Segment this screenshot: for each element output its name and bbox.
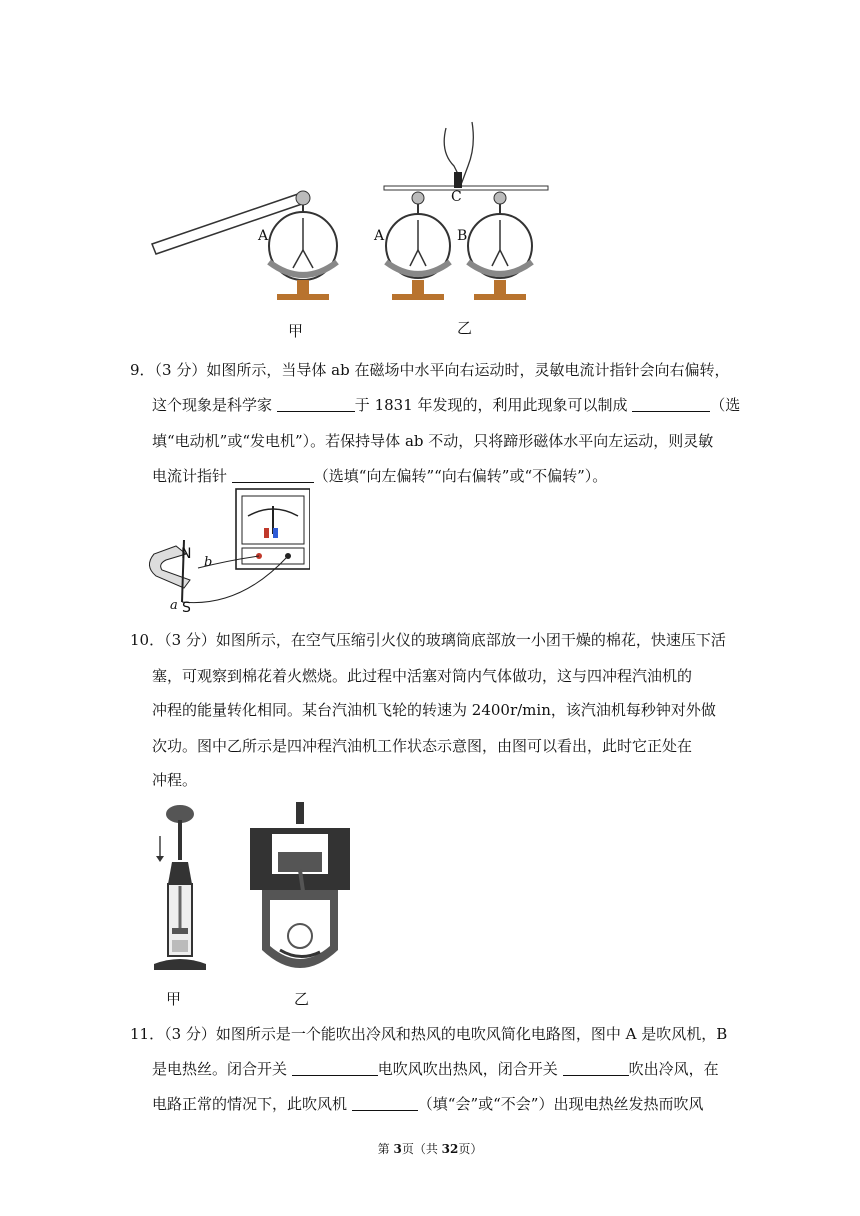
q10-score: （3 分） (164, 631, 216, 649)
q9-blank-scientist[interactable] (277, 395, 355, 412)
q10-line4 (152, 736, 692, 756)
q9-score: （3 分） (154, 361, 207, 379)
q10-line3 (152, 700, 716, 720)
q10-line5 (152, 770, 197, 790)
q10-text-2: 塞，可观察到棉花着火燃烧。此过程中活塞对筒内气体做功，这与四冲程汽油机的 (152, 667, 693, 685)
q9-line4 (152, 466, 607, 486)
fire-syringe-figure (146, 800, 206, 972)
label-B-yi: B (457, 228, 468, 244)
q9-text-4a: 电流计指针 (152, 467, 228, 485)
q9-line2 (152, 395, 740, 415)
q10-number: 10． (130, 631, 165, 649)
q10-text-4: 次功。图中乙所示是四冲程汽油机工作状态示意图，由图可以看出，此时它正处在 (152, 737, 693, 755)
q11-text-1: 如图所示是一个能吹出冷风和热风的电吹风简化电路图，图中 A 是吹风机，B (215, 1025, 728, 1043)
q9-text-4b: （选填“向左偏转”“向右偏转”或“不偏转”）。 (313, 467, 608, 485)
engine-diagram-figure (246, 800, 354, 978)
q10-text-1: 如图所示，在空气压缩引火仪的玻璃筒底部放一小团干燥的棉花，快速压下活 (215, 631, 726, 649)
q9-blank-device[interactable] (632, 395, 710, 412)
magnet-N-label: N (181, 546, 192, 562)
electroscope-figure (140, 110, 560, 310)
magnet-S-label: S (182, 600, 191, 616)
caption-yi-8: 乙 (457, 319, 473, 337)
q10-line2 (152, 666, 692, 686)
footer-page-number: 3 (393, 1142, 402, 1156)
q11-blank-will[interactable] (352, 1094, 418, 1111)
caption-yi-10: 乙 (294, 990, 310, 1008)
footer-middle: 页（共 (401, 1142, 442, 1156)
q9-number: 9． (130, 361, 155, 379)
q11-number: 11． (130, 1025, 165, 1043)
q9-text-2b: 于 1831 年发现的，利用此现象可以制成 (354, 396, 628, 414)
q9-line1 (130, 360, 729, 380)
q10-line1 (130, 630, 726, 650)
q11-text-2b: 电吹风吹出热风，闭合开关 (377, 1060, 558, 1078)
q9-text-2a: 这个现象是科学家 (152, 396, 273, 414)
q11-text-2a: 是电热丝。闭合开关 (152, 1060, 288, 1078)
q10-text-3: 冲程的能量转化相同。某台汽油机飞轮的转速为 2400r/min，该汽油机每秒钟对外做 (152, 701, 716, 719)
q11-text-3b: （填“会”或“不会”）出现电热丝发热而吹风 (417, 1095, 704, 1113)
q11-text-3a: 电路正常的情况下，此吹风机 (152, 1095, 348, 1113)
q11-blank-hot[interactable] (292, 1059, 378, 1076)
q11-blank-cold[interactable] (563, 1059, 629, 1076)
label-A-yi: A (374, 228, 385, 244)
footer-total-pages: 32 (441, 1142, 459, 1156)
q11-line2 (152, 1059, 719, 1079)
label-C-yi: C (451, 189, 462, 205)
caption-jia-8: 甲 (288, 322, 304, 340)
q9-line3 (152, 431, 713, 451)
q11-text-2c: 吹出冷风，在 (628, 1060, 719, 1078)
q9-text-1: 如图所示，当导体 ab 在磁场中水平向右运动时，灵敏电流计指针会向右偏转， (206, 361, 730, 379)
q9-text-2c: （选 (710, 396, 741, 414)
page-footer (0, 1140, 860, 1157)
q11-line1 (130, 1024, 727, 1044)
conductor-a-label: a (170, 598, 178, 613)
q11-line3 (152, 1094, 703, 1114)
q9-text-3: 填“电动机”或“发电机”）。若保持导体 ab 不动，只将蹄形磁体水平向左运动，则灵敏 (152, 432, 714, 450)
label-A-jia: A (258, 228, 269, 244)
footer-prefix: 第 (377, 1142, 394, 1156)
footer-suffix: 页） (458, 1142, 483, 1156)
q11-score: （3 分） (164, 1025, 216, 1043)
conductor-b-label: b (204, 555, 213, 570)
caption-jia-10: 甲 (166, 990, 182, 1008)
q10-text-5: 冲程。 (152, 771, 198, 789)
galvanometer-figure (140, 484, 310, 618)
q9-blank-pointer[interactable] (232, 466, 314, 483)
